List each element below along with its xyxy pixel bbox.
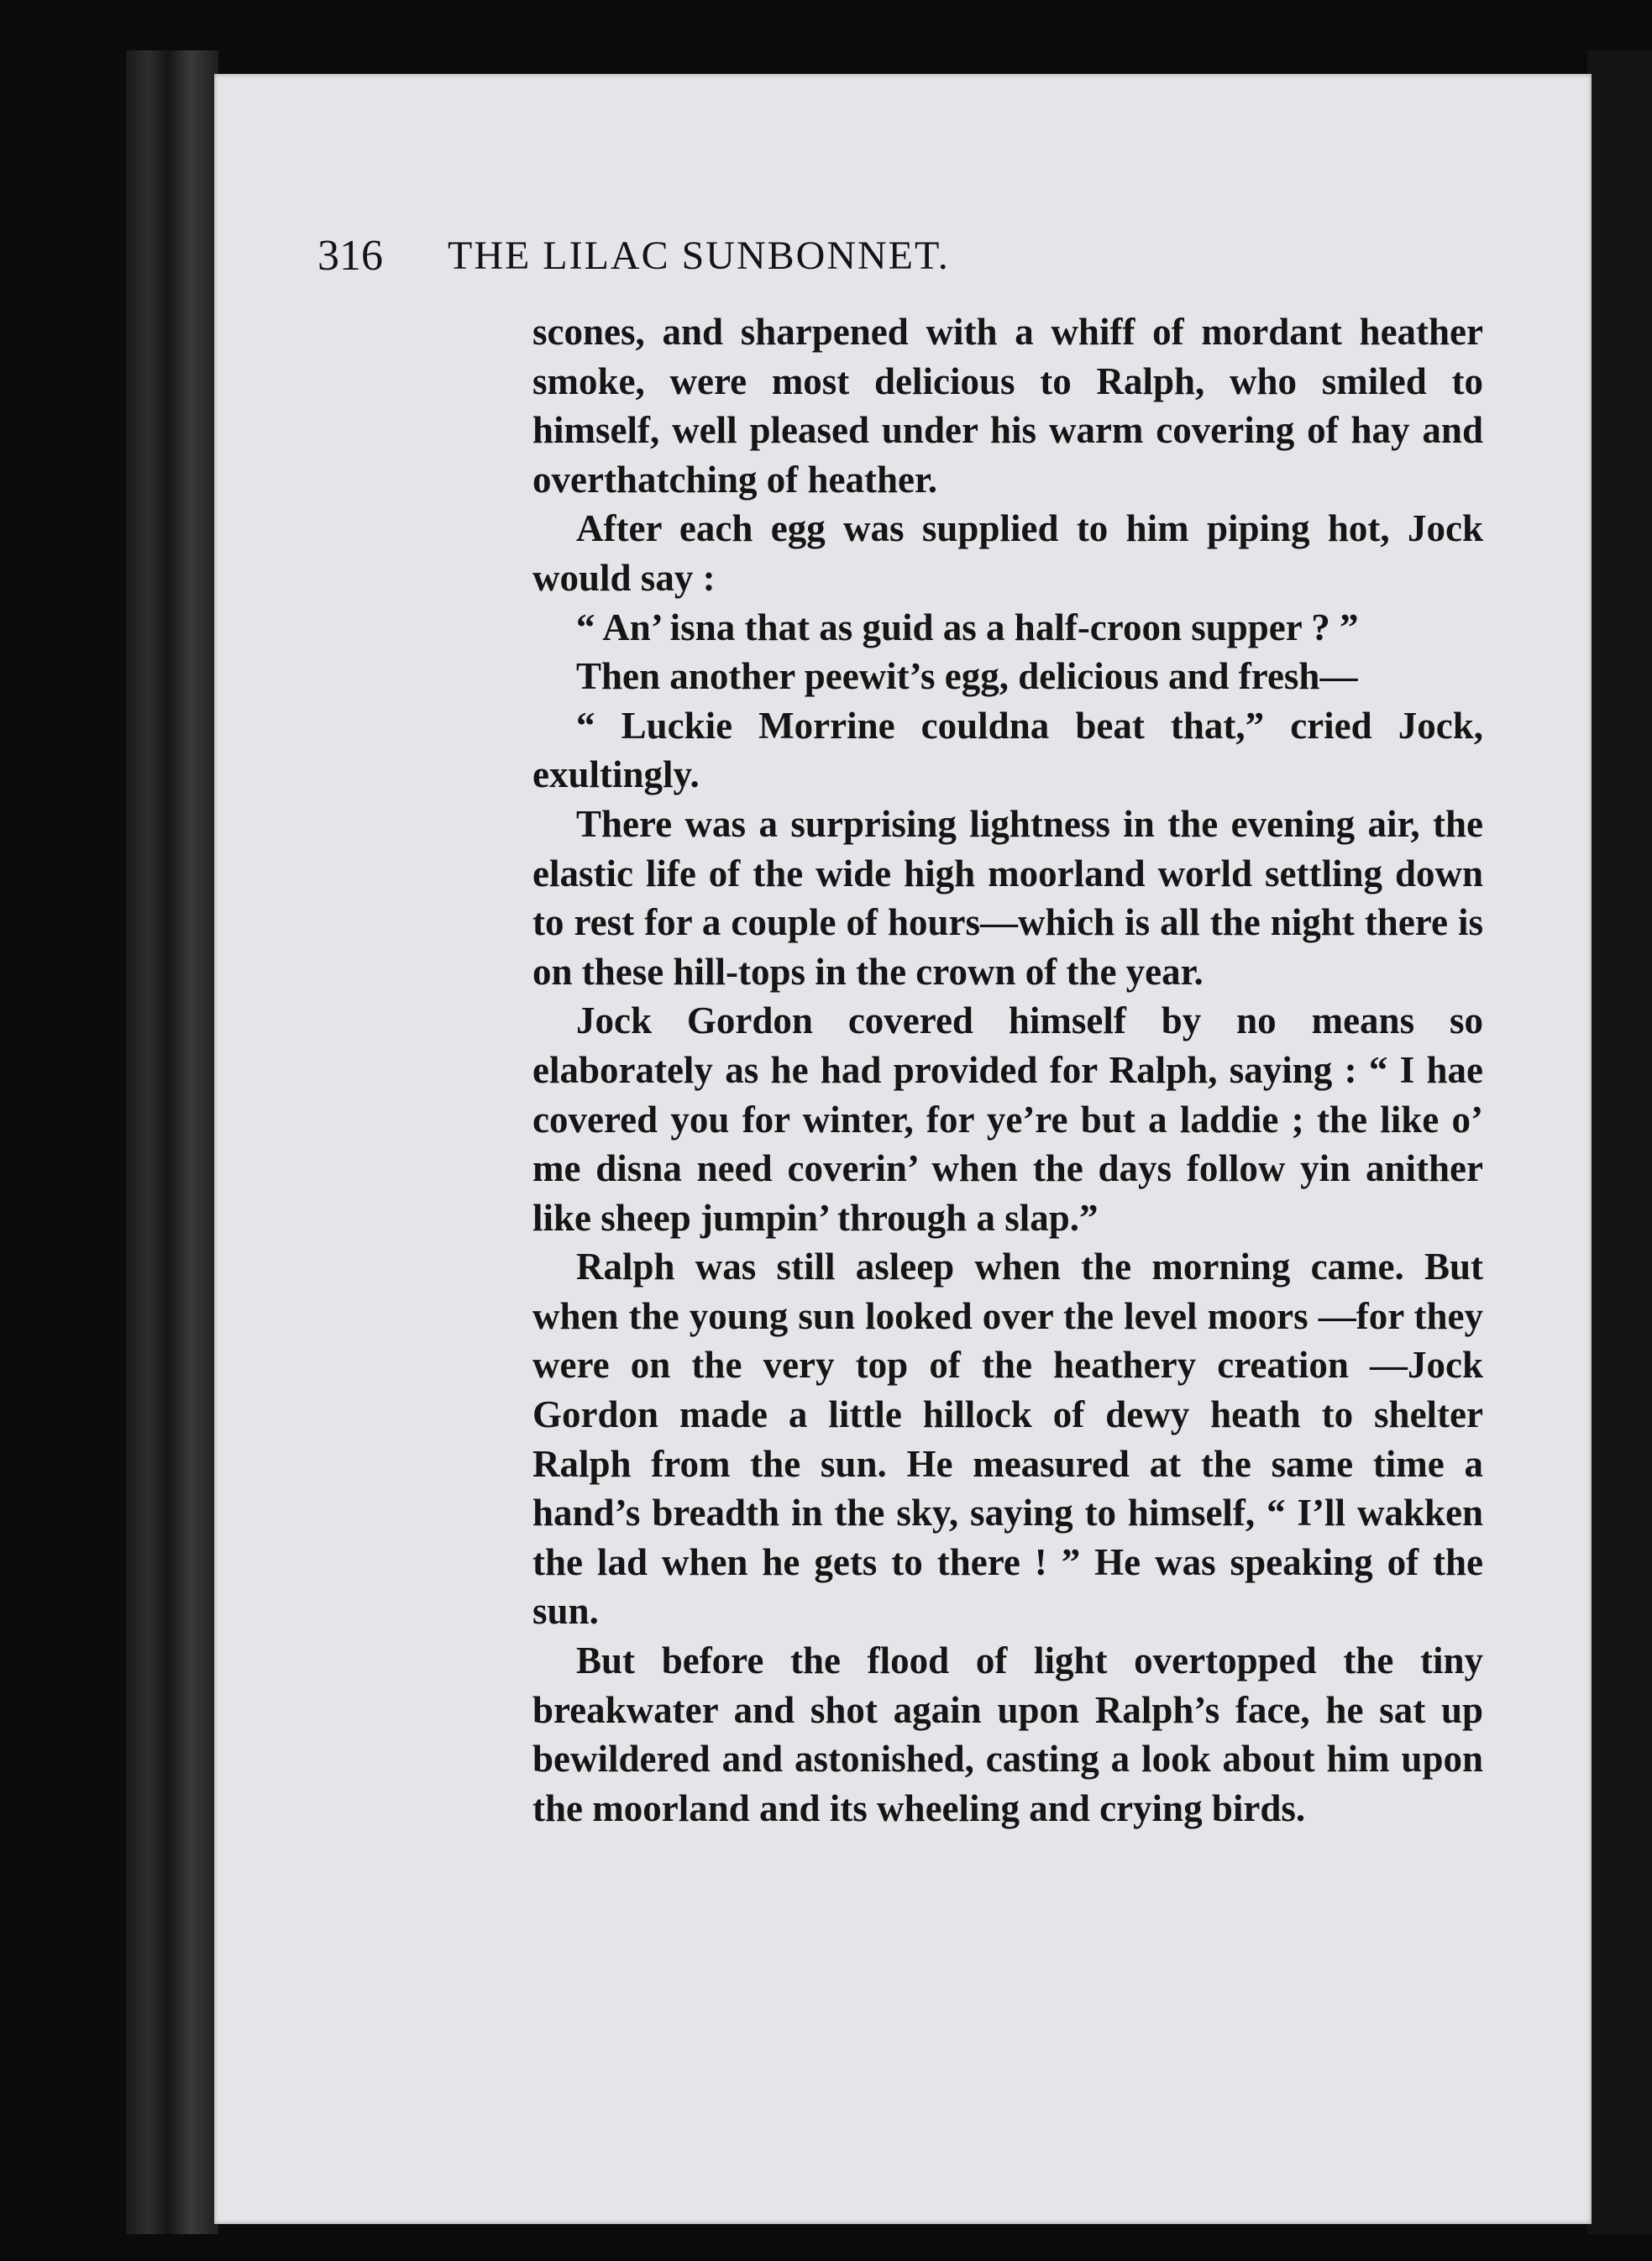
paragraph: There was a surprising lightness in the evening air, the elastic life of the wide high moorland world settling down to rest for a couple of hours—which is all the night there is on these hill-tops in the crown of the year. bbox=[532, 802, 1483, 993]
paragraph: But before the flood of light overtopped the tiny breakwater and shot again upon Ralph’s face, he sat up bewildered and astonished, casting a look about him upon the moorland and its wheeling and crying birds. bbox=[532, 1639, 1483, 1829]
paragraph: “ An’ isna that as guid as a half-croon supper ? ” bbox=[576, 606, 1359, 648]
paragraph: “ Luckie Morrine couldna beat that,” cried Jock, exultingly. bbox=[532, 704, 1483, 796]
paragraph: scones, and sharpened with a whiff of mordant heather smoke, were most delicious to Ralph, who smiled to himself, well pleased under his warm covering of hay and overthatching of heather. bbox=[532, 311, 1483, 501]
running-title: THE LILAC SUNBONNET. bbox=[448, 233, 950, 278]
running-header bbox=[317, 227, 1283, 286]
page-number: 316 bbox=[317, 232, 383, 280]
page-edge-shadow bbox=[1587, 50, 1652, 2234]
book-binding-shadow bbox=[126, 50, 218, 2234]
paragraph: Ralph was still asleep when the morning came. But when the young sun looked over the level moors —for they were on the very top of the heathery creation —Jock Gordon made a little hillock of dewy heath to shelter Ralph from the sun. He measured at the same time a hand’s breadth in the sky, saying to himself, “ I’ll wakken the lad when he gets to there ! ” He was speaking of the sun. bbox=[532, 1246, 1483, 1633]
body-text bbox=[532, 307, 1483, 1833]
paragraph: Jock Gordon covered himself by no means so elaborately as he had provided for Ralph, saying : “ I hae covered you for winter, for ye’re but a laddie ; the like o’ me disna need coverin’ when the days follow yin anither like sheep jumpin’ through a slap.” bbox=[532, 999, 1483, 1239]
paragraph: Then another peewit’s egg, delicious and fresh— bbox=[576, 655, 1358, 698]
paragraph: After each egg was supplied to him piping hot, Jock would say : bbox=[532, 507, 1483, 599]
